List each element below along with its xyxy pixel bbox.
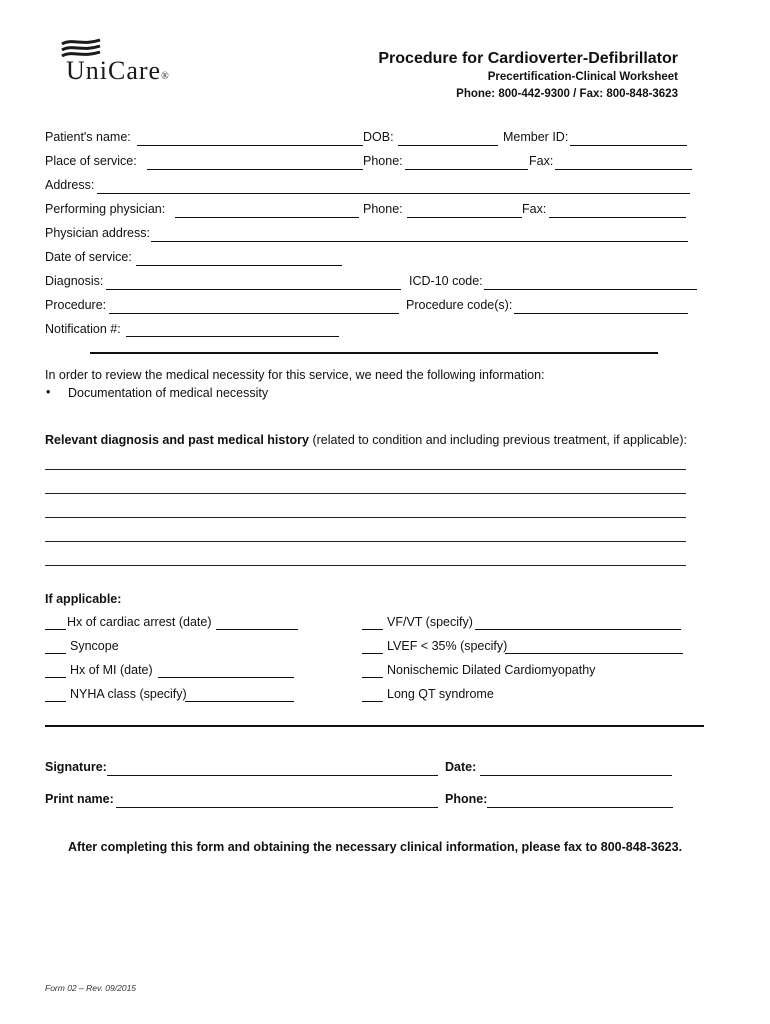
diagnosis-field[interactable] bbox=[106, 289, 401, 290]
signature-field[interactable] bbox=[107, 775, 438, 776]
bullet-text: Documentation of medical necessity bbox=[68, 386, 269, 400]
bullet-icon: • bbox=[46, 385, 51, 399]
mi-check[interactable] bbox=[45, 677, 66, 678]
nyha-check[interactable] bbox=[45, 701, 66, 702]
brand-logo bbox=[66, 56, 170, 86]
notification-label: Notification #: bbox=[45, 322, 121, 336]
physician-phone-label: Phone: bbox=[363, 202, 403, 216]
history-label bbox=[45, 433, 687, 447]
physician-phone-field[interactable] bbox=[407, 217, 522, 218]
intro-text: In order to review the medical necessity for this service, we need the following information: bbox=[45, 368, 545, 382]
performing-physician-label: Performing physician: bbox=[45, 202, 166, 216]
section-divider bbox=[45, 725, 704, 727]
signature-phone-field[interactable] bbox=[487, 807, 673, 808]
fax-field[interactable] bbox=[555, 169, 692, 170]
form-subtitle: Precertification-Clinical Worksheet bbox=[487, 71, 678, 83]
place-of-service-label: Place of service: bbox=[45, 154, 137, 168]
applicable-heading: If applicable: bbox=[45, 592, 122, 606]
dob-label: DOB: bbox=[363, 130, 394, 144]
long-qt-label: Long QT syndrome bbox=[387, 687, 494, 701]
icd10-field[interactable] bbox=[484, 289, 697, 290]
procedure-field[interactable] bbox=[109, 313, 399, 314]
section-divider bbox=[90, 352, 658, 354]
notification-field[interactable] bbox=[126, 336, 339, 337]
procedure-label: Procedure: bbox=[45, 298, 107, 312]
signature-phone-label: Phone: bbox=[445, 792, 488, 806]
procedure-codes-label: Procedure code(s): bbox=[406, 298, 513, 312]
date-of-service-label: Date of service: bbox=[45, 250, 132, 264]
lvef-label: LVEF < 35% (specify) bbox=[387, 639, 508, 653]
history-line[interactable] bbox=[45, 541, 686, 542]
patient-name-label: Patient's name: bbox=[45, 130, 131, 144]
history-line[interactable] bbox=[45, 517, 686, 518]
cardiomyopathy-check[interactable] bbox=[362, 677, 383, 678]
nyha-field[interactable] bbox=[185, 701, 294, 702]
syncope-check[interactable] bbox=[45, 653, 66, 654]
history-line[interactable] bbox=[45, 469, 686, 470]
procedure-codes-field[interactable] bbox=[514, 313, 688, 314]
physician-fax-field[interactable] bbox=[549, 217, 686, 218]
cardiac-arrest-check[interactable] bbox=[45, 629, 66, 630]
lvef-check[interactable] bbox=[362, 653, 383, 654]
print-name-label: Print name: bbox=[45, 792, 114, 806]
address-field[interactable] bbox=[97, 193, 690, 194]
registered-mark: ® bbox=[161, 71, 170, 82]
physician-address-label: Physician address: bbox=[45, 226, 150, 240]
icd10-label: ICD-10 code: bbox=[409, 274, 483, 288]
history-label-rest: (related to condition and including previous treatment, if applicable): bbox=[308, 433, 687, 447]
syncope-label: Syncope bbox=[70, 639, 119, 653]
patient-name-field[interactable] bbox=[137, 145, 363, 146]
member-id-field[interactable] bbox=[570, 145, 687, 146]
form-title: Procedure for Cardioverter-Defibrillator bbox=[378, 50, 678, 67]
dob-field[interactable] bbox=[398, 145, 498, 146]
cardiomyopathy-label: Nonischemic Dilated Cardiomyopathy bbox=[387, 663, 596, 677]
place-of-service-field[interactable] bbox=[147, 169, 363, 170]
long-qt-check[interactable] bbox=[362, 701, 383, 702]
vfvt-check[interactable] bbox=[362, 629, 383, 630]
vfvt-label: VF/VT (specify) bbox=[387, 615, 473, 629]
performing-physician-field[interactable] bbox=[175, 217, 359, 218]
brand-name: UniCare bbox=[66, 56, 162, 85]
contact-info: Phone: 800-442-9300 / Fax: 800-848-3623 bbox=[456, 88, 678, 100]
signature-label: Signature: bbox=[45, 760, 107, 774]
diagnosis-label: Diagnosis: bbox=[45, 274, 104, 288]
phone-field[interactable] bbox=[405, 169, 528, 170]
cardiac-arrest-date-field[interactable] bbox=[216, 629, 298, 630]
print-name-field[interactable] bbox=[116, 807, 438, 808]
form-revision: Form 02 – Rev. 09/2015 bbox=[45, 983, 137, 993]
vfvt-field[interactable] bbox=[475, 629, 681, 630]
lvef-field[interactable] bbox=[505, 653, 683, 654]
physician-fax-label: Fax: bbox=[522, 202, 547, 216]
physician-address-field[interactable] bbox=[151, 241, 688, 242]
mi-label: Hx of MI (date) bbox=[70, 663, 153, 677]
history-line[interactable] bbox=[45, 493, 686, 494]
member-id-label: Member ID: bbox=[503, 130, 569, 144]
signature-date-label: Date: bbox=[445, 760, 477, 774]
address-label: Address: bbox=[45, 178, 95, 192]
date-of-service-field[interactable] bbox=[136, 265, 342, 266]
signature-date-field[interactable] bbox=[480, 775, 672, 776]
cardiac-arrest-label: Hx of cardiac arrest (date) bbox=[67, 615, 212, 629]
nyha-label: NYHA class (specify) bbox=[70, 687, 187, 701]
phone-label: Phone: bbox=[363, 154, 403, 168]
fax-instruction: After completing this form and obtaining the necessary clinical information, please fax to 800-848-3623. bbox=[68, 840, 683, 854]
history-line[interactable] bbox=[45, 565, 686, 566]
history-label-bold: Relevant diagnosis and past medical history bbox=[45, 433, 309, 447]
fax-label: Fax: bbox=[529, 154, 554, 168]
mi-date-field[interactable] bbox=[158, 677, 294, 678]
